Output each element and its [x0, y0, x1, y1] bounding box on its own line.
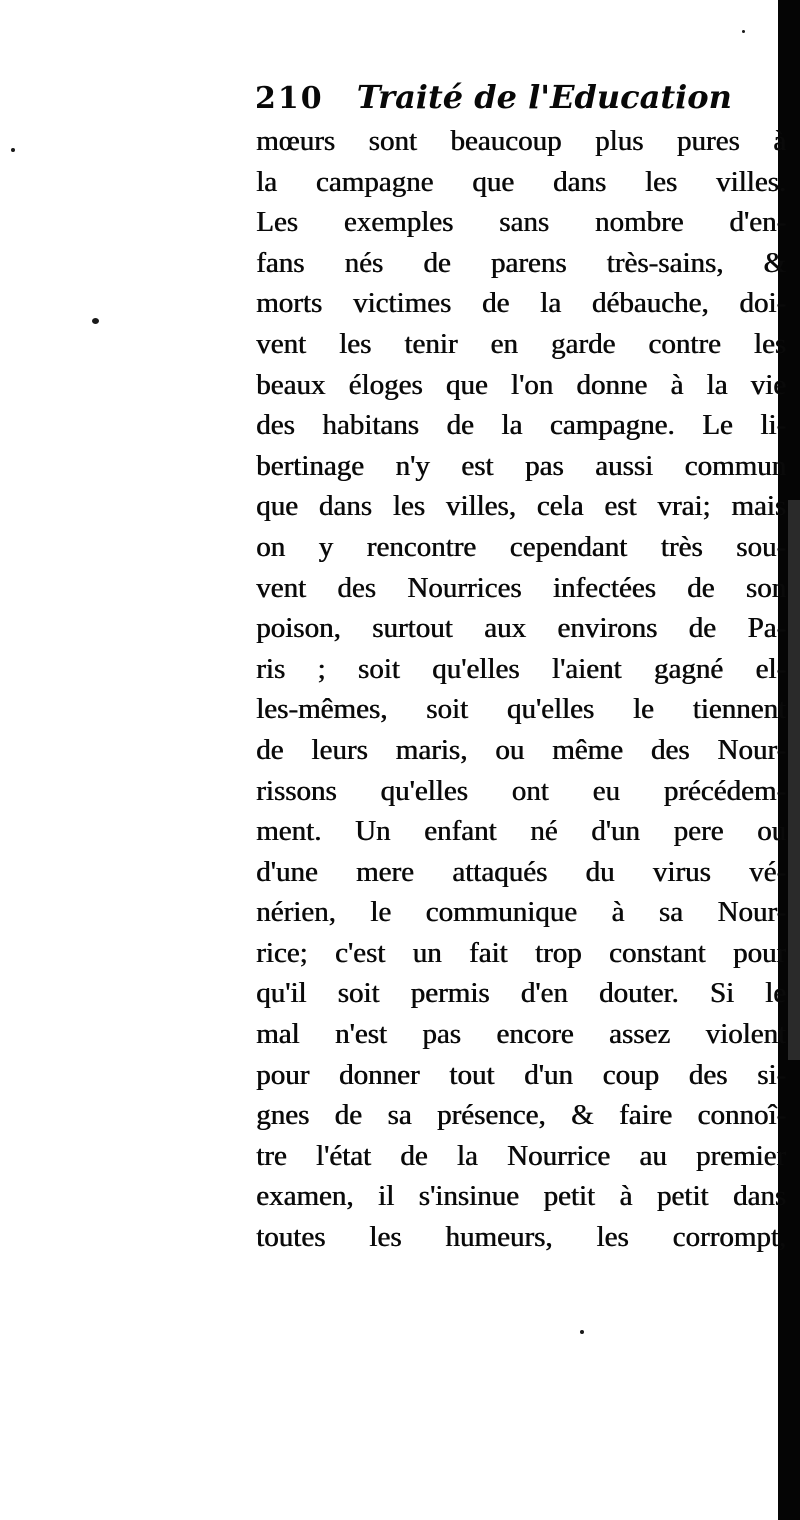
text-line: poison, surtout aux environs de Pa- [256, 612, 786, 645]
ink-speck [580, 1330, 584, 1334]
text-line: toutes les humeurs, les corrompt, [256, 1221, 786, 1254]
body-text [256, 121, 786, 1301]
text-line: rissons qu'elles ont eu précédem- [256, 774, 786, 807]
text-line: rice; c'est un fait trop constant pour [256, 936, 786, 969]
text-line: qu'il soit permis d'en douter. Si le [256, 977, 786, 1010]
running-head [255, 78, 775, 122]
text-line: les-mêmes, soit qu'elles le tiennent [256, 693, 786, 726]
text-line: Les exemples sans nombre d'en- [256, 206, 786, 239]
text-line: nérien, le communique à sa Nour- [256, 896, 786, 929]
page-binding-shadow [788, 500, 800, 1060]
text-line: beaux éloges que l'on donne à la vie [256, 368, 786, 401]
text-line: de leurs maris, ou même des Nour- [256, 733, 786, 766]
ink-speck [92, 318, 99, 324]
text-line: d'une mere attaqués du virus vé- [256, 855, 786, 888]
text-line: mœurs sont beaucoup plus pures à [256, 125, 786, 157]
text-line: bertinage n'y est pas aussi commun [256, 449, 786, 482]
text-line: morts victimes de la débauche, doi- [256, 287, 786, 320]
text-line: tre l'état de la Nourrice au premier [256, 1139, 786, 1172]
text-line: ment. Un enfant né d'un pere ou [256, 815, 786, 848]
text-line: pour donner tout d'un coup des si- [256, 1058, 786, 1091]
text-line: vent les tenir en garde contre les [256, 327, 786, 360]
text-line: on y rencontre cependant très sou- [256, 530, 786, 563]
text-line: vent des Nourrices infectées de son [256, 571, 786, 604]
text-line: gnes de sa présence, & faire connoî- [256, 1099, 786, 1132]
text-line: examen, il s'insinue petit à petit dans [256, 1180, 786, 1213]
running-title: Traité de l'Education [356, 78, 732, 116]
text-line: mal n'est pas encore assez violent [256, 1018, 786, 1051]
text-line: des habitans de la campagne. Le li- [256, 409, 786, 442]
text-line: ris ; soit qu'elles l'aient gagné el- [256, 652, 786, 685]
ink-speck [11, 148, 15, 152]
ink-speck [742, 30, 745, 33]
page-number: 210 [255, 81, 324, 116]
text-line: fans nés de parens très-sains, & [256, 246, 786, 279]
text-line: que dans les villes, cela est vrai; mais [256, 490, 786, 523]
text-line: la campagne que dans les villes. [256, 165, 786, 198]
